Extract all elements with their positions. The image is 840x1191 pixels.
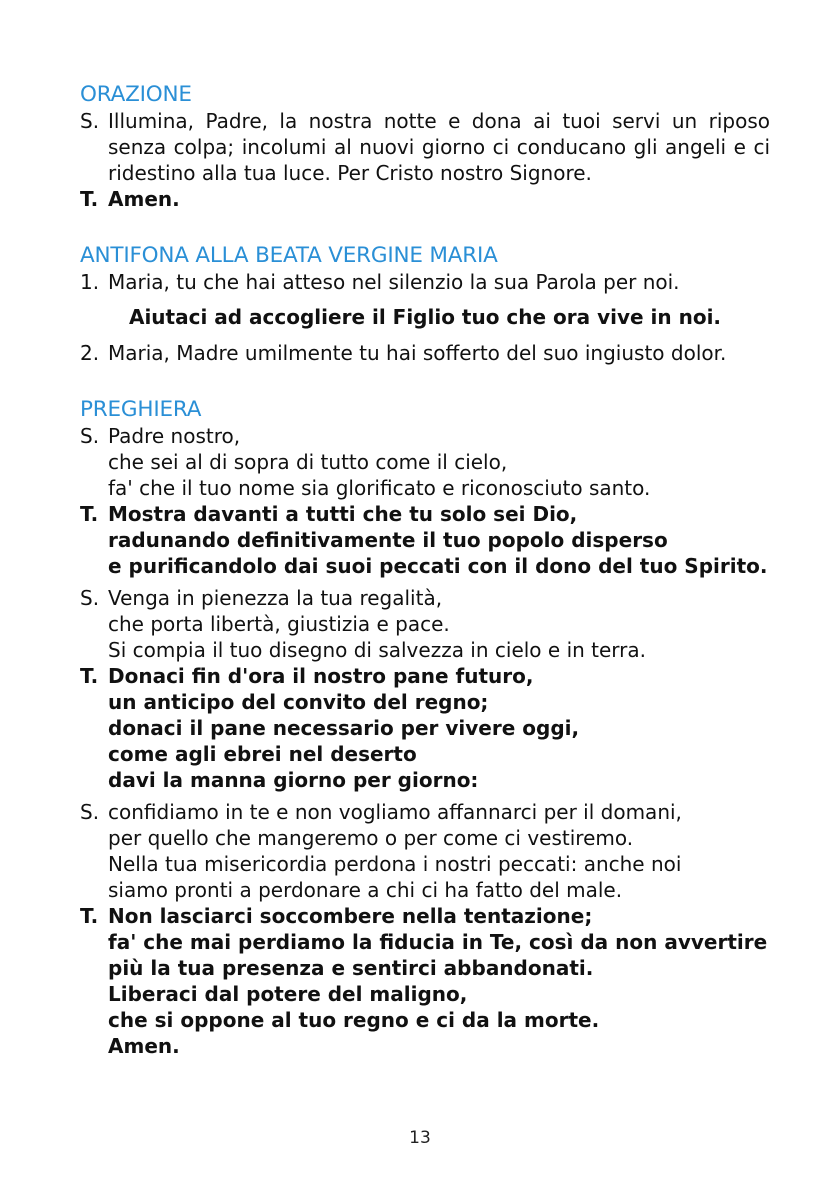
preghiera-block bbox=[80, 799, 770, 903]
antifona-item-2 bbox=[80, 340, 770, 366]
prayer-line: Mostra davanti a tutti che tu solo sei Dio, bbox=[108, 502, 578, 526]
prayer-line: confidiamo in te e non vogliamo affannarci per il domani, bbox=[108, 800, 682, 824]
prayer-line: Si compia il tuo disegno di salvezza in cielo e in terra. bbox=[108, 638, 647, 662]
speaker-marker: S. bbox=[80, 424, 100, 448]
orazione-t-text: Amen. bbox=[108, 187, 180, 211]
orazione-t-entry bbox=[80, 186, 770, 212]
prayer-line: e purificandolo dai suoi peccati con il dono del tuo Spirito. bbox=[108, 554, 768, 578]
prayer-line: donaci il pane necessario per vivere oggi, bbox=[108, 716, 580, 740]
orazione-heading: ORAZIONE bbox=[80, 82, 192, 107]
speaker-marker: T. bbox=[80, 664, 99, 688]
prayer-line: un anticipo del convito del regno; bbox=[108, 690, 489, 714]
prayer-line: Donaci fin d'ora il nostro pane futuro, bbox=[108, 664, 534, 688]
speaker-marker: S. bbox=[80, 586, 100, 610]
prayer-line: siamo pronti a perdonare a chi ci ha fatto del male. bbox=[108, 878, 623, 902]
prayer-line: Venga in pienezza la tua regalità, bbox=[108, 586, 443, 610]
preghiera-block bbox=[80, 501, 770, 579]
prayer-line: Nella tua misericordia perdona i nostri peccati: anche noi bbox=[108, 852, 682, 876]
list-number: 2. bbox=[80, 341, 100, 365]
prayer-line: per quello che mangeremo o per come ci vestiremo. bbox=[108, 826, 634, 850]
preghiera-blocks bbox=[80, 423, 770, 1059]
speaker-marker: T. bbox=[80, 187, 99, 211]
prayer-line: Liberaci dal potere del maligno, bbox=[108, 982, 468, 1006]
prayer-line: che si oppone al tuo regno e ci da la morte. bbox=[108, 1008, 600, 1032]
page-content bbox=[80, 82, 770, 1059]
antifona-refrain: Aiutaci ad accogliere il Figlio tuo che ora vive in noi. bbox=[128, 305, 722, 329]
page-number: 13 bbox=[409, 1128, 431, 1148]
prayer-line: che porta libertà, giustizia e pace. bbox=[108, 612, 450, 636]
prayer-line: più la tua presenza e sentirci abbandonati. bbox=[108, 956, 594, 980]
speaker-marker: S. bbox=[80, 109, 100, 133]
orazione-s-text: Illumina, Padre, la nostra notte e dona ai tuoi servi un riposo senza colpa; incolumi al nuovi giorno ci conducano gli angeli e ci ridestino alla tua luce. Per Cristo nostro Signore. bbox=[108, 109, 770, 185]
preghiera-block bbox=[80, 663, 770, 793]
speaker-marker: T. bbox=[80, 502, 99, 526]
antifona-heading: ANTIFONA ALLA BEATA VERGINE MARIA bbox=[80, 243, 498, 268]
antifona-item-2-text: Maria, Madre umilmente tu hai sofferto del suo ingiusto dolor. bbox=[108, 341, 727, 365]
prayer-line: Non lasciarci soccombere nella tentazione; bbox=[108, 904, 593, 928]
list-number: 1. bbox=[80, 270, 100, 294]
prayer-line: Padre nostro, bbox=[108, 424, 241, 448]
preghiera-block bbox=[80, 903, 770, 1059]
prayer-line: davi la manna giorno per giorno: bbox=[108, 768, 479, 792]
prayer-line: radunando definitivamente il tuo popolo disperso bbox=[108, 528, 668, 552]
preghiera-heading: PREGHIERA bbox=[80, 397, 202, 422]
antifona-item-1 bbox=[80, 269, 770, 295]
preghiera-block bbox=[80, 423, 770, 501]
speaker-marker: T. bbox=[80, 904, 99, 928]
preghiera-block bbox=[80, 585, 770, 663]
prayer-line: come agli ebrei nel deserto bbox=[108, 742, 417, 766]
orazione-s-entry bbox=[80, 108, 770, 186]
prayer-line: fa' che il tuo nome sia glorificato e riconosciuto santo. bbox=[108, 476, 651, 500]
prayer-line: che sei al di sopra di tutto come il cielo, bbox=[108, 450, 508, 474]
prayer-line: Amen. bbox=[108, 1034, 180, 1058]
speaker-marker: S. bbox=[80, 800, 100, 824]
antifona-item-1-text: Maria, tu che hai atteso nel silenzio la sua Parola per noi. bbox=[108, 270, 680, 294]
prayer-line: fa' che mai perdiamo la fiducia in Te, così da non avvertire bbox=[108, 930, 768, 954]
